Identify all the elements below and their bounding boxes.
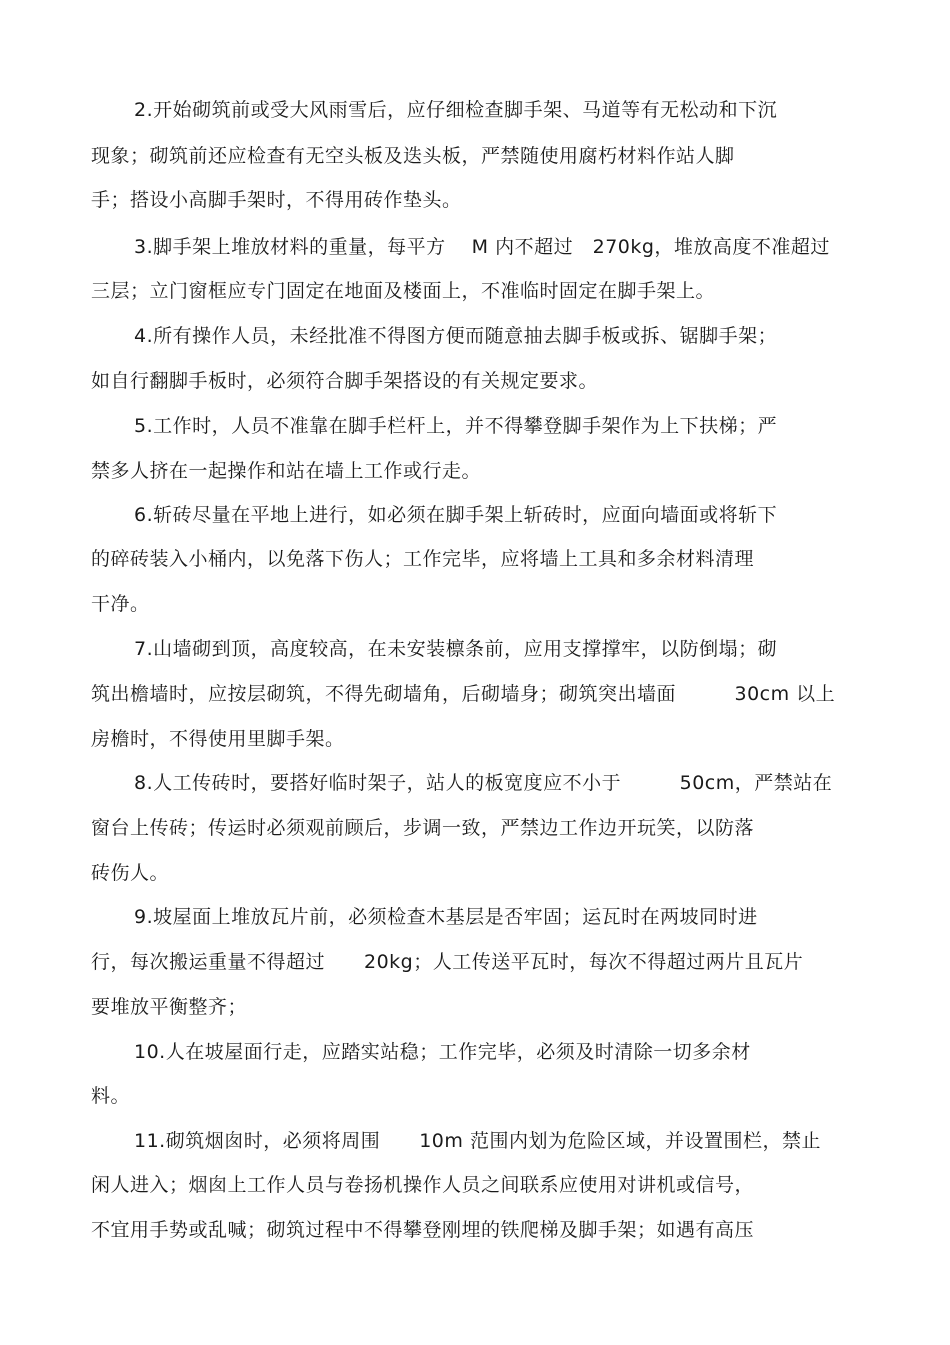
text-line: 料。 (91, 1085, 131, 1107)
text-line: 要堆放平衡整齐； (91, 996, 248, 1018)
text-line: 9.坡屋面上堆放瓦片前，必须检查木基层是否牢固；运瓦时在两坡同时进 (134, 906, 758, 928)
text-line: 筑出檐墙时，应按层砌筑，不得先砌墙角，后砌墙身；砌筑突出墙面 30cm 以上 (91, 683, 836, 705)
text-line: 7.山墙砌到顶，高度较高，在未安装檩条前，应用支撑撑牢，以防倒塌；砌 (134, 638, 778, 660)
text-line: 不宜用手势或乱喊；砌筑过程中不得攀登刚埋的铁爬梯及脚手架；如遇有高压 (91, 1219, 755, 1241)
text-line: 闲人进入；烟囱上工作人员与卷扬机操作人员之间联系应使用对讲机或信号， (91, 1174, 755, 1196)
text-line: 11.砌筑烟囱时，必须将周围 10m 范围内划为危险区域，并设置围栏，禁止 (134, 1130, 821, 1152)
text-line: 房檐时，不得使用里脚手架。 (91, 728, 345, 750)
text-line: 现象；砌筑前还应检查有无空头板及迭头板，严禁随使用腐朽材料作站人脚 (91, 145, 735, 167)
text-line: 6.斩砖尽量在平地上进行，如必须在脚手架上斩砖时，应面向墙面或将斩下 (134, 504, 778, 526)
text-line: 5.工作时，人员不准靠在脚手栏杆上，并不得攀登脚手架作为上下扶梯；严 (134, 415, 778, 437)
text-line: 4.所有操作人员，未经批准不得图方便而随意抽去脚手板或拆、锯脚手架； (134, 325, 778, 347)
text-line: 10.人在坡屋面行走，应踏实站稳；工作完毕，必须及时清除一切多余材 (134, 1041, 751, 1063)
text-line: 三层；立门窗框应专门固定在地面及楼面上，不准临时固定在脚手架上。 (91, 280, 716, 302)
text-line: 行，每次搬运重量不得超过 20kg；人工传送平瓦时，每次不得超过两片且瓦片 (91, 951, 804, 973)
text-line: 如自行翻脚手板时，必须符合脚手架搭设的有关规定要求。 (91, 370, 599, 392)
text-line: 手；搭设小高脚手架时，不得用砖作垫头。 (91, 189, 462, 211)
text-line: 砖伤人。 (91, 862, 170, 884)
text-line: 干净。 (91, 593, 150, 615)
text-line: 窗台上传砖；传运时必须观前顾后，步调一致，严禁边工作边开玩笑，以防落 (91, 817, 755, 839)
text-line: 8.人工传砖时，要搭好临时架子，站人的板宽度应不小于 50cm，严禁站在 (134, 772, 833, 794)
text-line: 2.开始砌筑前或受大风雨雪后，应仔细检查脚手架、马道等有无松动和下沉 (134, 99, 778, 121)
text-line: 的碎砖装入小桶内，以免落下伤人；工作完毕，应将墙上工具和多余材料清理 (91, 548, 755, 570)
text-line: 禁多人挤在一起操作和站在墙上工作或行走。 (91, 460, 482, 482)
text-line: 3.脚手架上堆放材料的重量，每平方 M 内不超过 270kg，堆放高度不准超过 (134, 236, 830, 258)
